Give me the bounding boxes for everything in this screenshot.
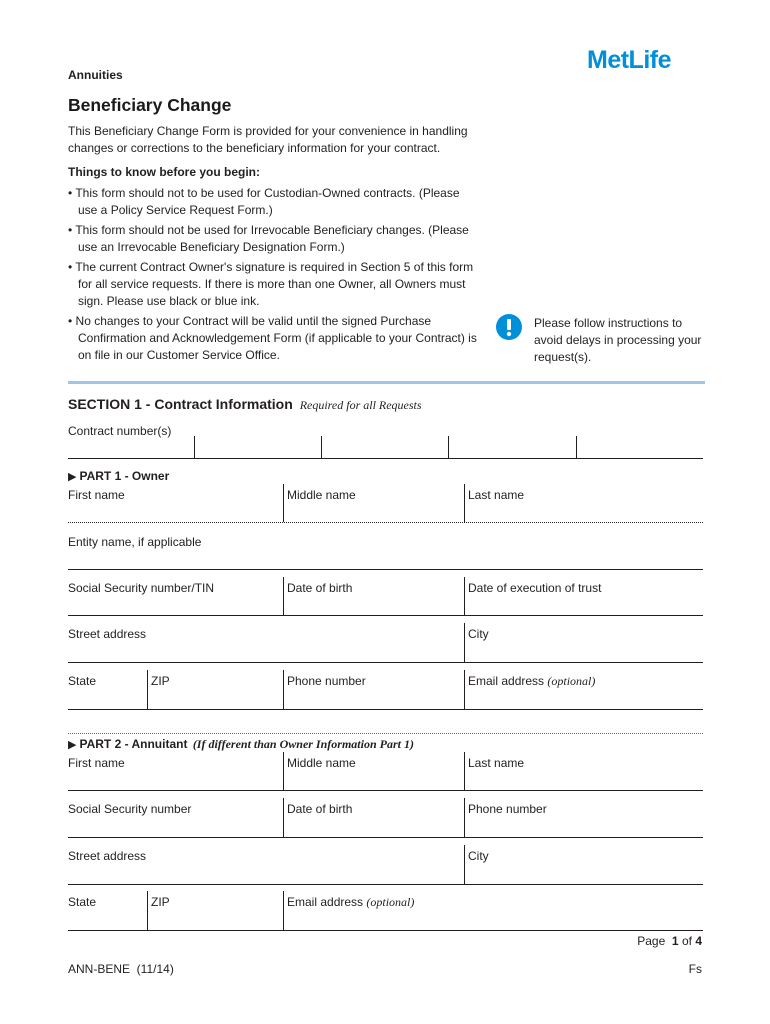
field-divider	[283, 798, 284, 837]
page-number	[637, 934, 702, 948]
section1-heading	[68, 396, 422, 413]
field-underline	[68, 522, 703, 523]
section-divider	[68, 381, 705, 384]
annuitant-zip-field[interactable]	[148, 891, 283, 930]
section1-title: SECTION 1 - Contract Information	[68, 396, 293, 412]
owner-state-field[interactable]	[68, 670, 147, 709]
owner-dob-field[interactable]	[284, 577, 464, 615]
part2-title: PART 2 - Annuitant	[79, 737, 188, 751]
page-total: 4	[695, 934, 702, 948]
section1-note: Required for all Requests	[299, 398, 422, 412]
things-to-know-heading: Things to know before you begin:	[68, 165, 260, 179]
annuitant-phone-label: Phone number	[468, 802, 547, 816]
field-divider	[464, 752, 465, 790]
contract-number-label: Contract number(s)	[68, 424, 172, 438]
annuitant-dob-label: Date of birth	[287, 802, 353, 816]
part1-title: PART 1 - Owner	[79, 469, 170, 483]
annuitant-street-label: Street address	[68, 849, 147, 863]
annuitant-street-field[interactable]	[68, 845, 464, 884]
owner-middle-name-field[interactable]	[284, 484, 464, 522]
annuitant-state-label: State	[68, 895, 97, 909]
field-divider	[576, 436, 577, 458]
owner-trust-date-field[interactable]	[465, 577, 703, 615]
page-current: 1	[671, 934, 679, 948]
triangle-right-icon: ▶	[68, 739, 77, 751]
owner-street-label: Street address	[68, 627, 147, 641]
exclamation-icon	[496, 314, 522, 340]
owner-phone-field[interactable]	[284, 670, 464, 709]
page-label: Page	[637, 934, 666, 948]
field-divider	[464, 623, 465, 662]
owner-phone-label: Phone number	[287, 674, 366, 688]
owner-first-name-label: First name	[68, 488, 125, 502]
field-underline	[68, 709, 703, 710]
page-title: Beneficiary Change	[68, 95, 232, 115]
metlife-logo: MetLife	[587, 46, 671, 74]
owner-state-label: State	[68, 674, 97, 688]
owner-email-field[interactable]	[465, 670, 703, 709]
field-divider	[321, 436, 322, 458]
annuitant-city-label: City	[468, 849, 489, 863]
annuitant-email-field[interactable]	[284, 891, 703, 930]
triangle-right-icon: ▶	[68, 471, 77, 483]
owner-dob-label: Date of birth	[287, 581, 353, 595]
field-underline	[68, 569, 703, 570]
field-underline	[68, 458, 703, 459]
email-label-text: Email address	[287, 895, 364, 909]
bullet-item: • The current Contract Owner's signature is required in Section 5 of this form for all service requests. If there is more than one Owner, all Owners must sign. Please use black or blue ink.	[68, 260, 474, 308]
owner-entity-name-field[interactable]	[68, 530, 703, 569]
field-underline	[68, 884, 703, 885]
page-of: of	[681, 934, 692, 948]
owner-ssn-label: Social Security number/TIN	[68, 581, 215, 595]
form-code: ANN-BENE (11/14)	[68, 962, 174, 976]
email-label-text: Email address	[468, 674, 545, 688]
field-divider	[464, 484, 465, 522]
annuitant-middle-name-label: Middle name	[287, 756, 356, 770]
field-divider	[464, 670, 465, 709]
optional-note: (optional)	[547, 674, 596, 688]
field-divider	[283, 484, 284, 522]
owner-city-field[interactable]	[465, 623, 703, 662]
field-divider	[283, 577, 284, 615]
field-underline	[68, 662, 703, 663]
annuitant-middle-name-field[interactable]	[284, 752, 464, 790]
part2-heading	[68, 737, 414, 752]
owner-last-name-label: Last name	[468, 488, 525, 502]
field-divider	[283, 891, 284, 930]
alert-text: Please follow instructions to avoid delays in processing your request(s).	[534, 316, 702, 364]
annuitant-first-name-label: First name	[68, 756, 125, 770]
owner-city-label: City	[468, 627, 489, 641]
document-category: Annuities	[68, 68, 123, 82]
part1-heading	[68, 469, 169, 483]
contract-number-field[interactable]	[68, 436, 703, 458]
intro-paragraph: This Beneficiary Change Form is provided for your convenience in handling changes or corrections to the beneficiary information for your contract.	[68, 124, 468, 155]
annuitant-zip-label: ZIP	[151, 895, 170, 909]
field-underline	[68, 790, 703, 791]
owner-entity-name-label: Entity name, if applicable	[68, 535, 202, 549]
field-divider	[464, 577, 465, 615]
annuitant-state-field[interactable]	[68, 891, 147, 930]
field-divider	[464, 798, 465, 837]
field-divider	[448, 436, 449, 458]
annuitant-last-name-label: Last name	[468, 756, 525, 770]
owner-ssn-field[interactable]	[68, 577, 283, 615]
optional-note: (optional)	[366, 895, 415, 909]
bullet-item: • This form should not be used for Irrevocable Beneficiary changes. (Please use an Irrevocable Beneficiary Designation Form.)	[68, 223, 469, 254]
annuitant-phone-field[interactable]	[465, 798, 703, 837]
field-divider	[283, 752, 284, 790]
owner-zip-field[interactable]	[148, 670, 283, 709]
part-divider	[68, 733, 703, 734]
bullet-item: • This form should not to be used for Custodian-Owned contracts. (Please use a Policy Service Request Form.)	[68, 186, 460, 217]
part2-note: (If different than Owner Information Part 1)	[192, 737, 414, 751]
field-underline	[68, 615, 703, 616]
form-suffix: Fs	[688, 962, 702, 976]
things-to-know-list	[68, 185, 478, 367]
annuitant-city-field[interactable]	[465, 845, 703, 884]
owner-first-name-field[interactable]	[68, 484, 283, 522]
field-divider	[283, 670, 284, 709]
owner-zip-label: ZIP	[151, 674, 170, 688]
owner-street-field[interactable]	[68, 623, 464, 662]
annuitant-last-name-field[interactable]	[465, 752, 703, 790]
bullet-item: • No changes to your Contract will be valid until the signed Purchase Confirmation and Acknowledgement Form (if applicable to your Contract) is on file in our Customer Service Office.	[68, 314, 477, 362]
owner-middle-name-label: Middle name	[287, 488, 356, 502]
owner-trust-date-label: Date of execution of trust	[468, 581, 602, 595]
field-underline	[68, 837, 703, 838]
field-divider	[147, 670, 148, 709]
annuitant-ssn-label: Social Security number	[68, 802, 192, 816]
owner-last-name-field[interactable]	[465, 484, 703, 522]
field-divider	[147, 891, 148, 930]
annuitant-ssn-field[interactable]	[68, 798, 283, 837]
field-divider	[194, 436, 195, 458]
annuitant-dob-field[interactable]	[284, 798, 464, 837]
field-underline	[68, 930, 703, 931]
field-divider	[464, 845, 465, 884]
annuitant-first-name-field[interactable]	[68, 752, 283, 790]
